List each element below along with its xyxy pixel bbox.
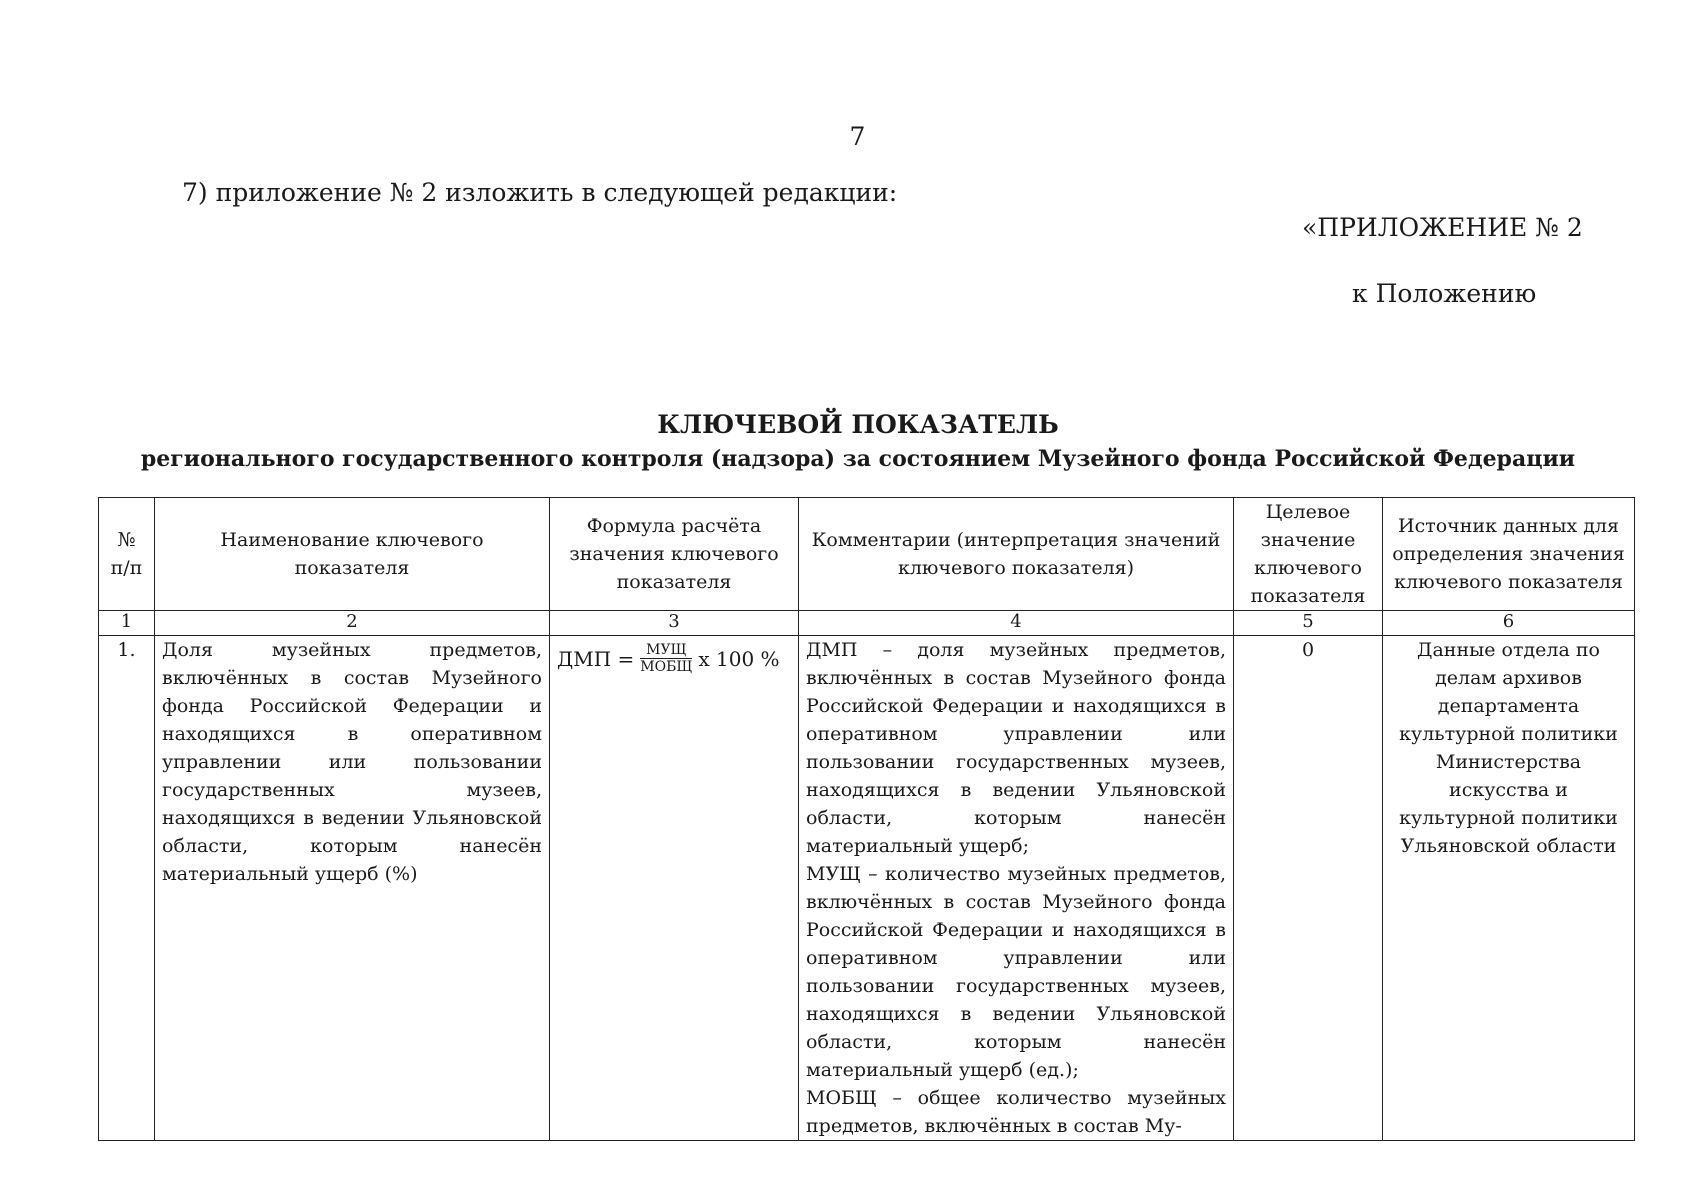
column-number-cell: 6 [1383, 611, 1635, 636]
header-cell: Комментарии (интерпретация значений ключевого показателя) [799, 498, 1234, 611]
heading-subtitle: регионального государственного контроля (надзора) за состоянием Музейного фонда Российской Федерации [140, 446, 1576, 472]
comment-cell [799, 636, 1234, 1141]
formula-lhs: ДМП = [557, 646, 635, 671]
data-source: Данные отдела по делам архивов департамента культурной политики Министерства искусства и культурной политики Ульяновской области [1383, 636, 1635, 1141]
header-cell: Источник данных для определения значения ключевого показателя [1383, 498, 1635, 611]
appendix-title: «ПРИЛОЖЕНИЕ № 2 [1302, 213, 1583, 242]
formula-rhs: x 100 % [698, 646, 780, 671]
column-number-cell: 1 [99, 611, 155, 636]
column-number-cell: 5 [1234, 611, 1383, 636]
formula-denominator: МОБЩ [640, 659, 693, 675]
formula [557, 636, 791, 675]
header-cell: № п/п [99, 498, 155, 611]
document-heading [98, 408, 1618, 476]
column-number-cell: 2 [155, 611, 550, 636]
appendix-subtitle: к Положению [1352, 279, 1537, 308]
column-number-row [99, 611, 1635, 636]
header-cell: Целевое значение ключевого показателя [1234, 498, 1383, 611]
comment-paragraph: МОБЩ – общее количество музейных предметов, включённых в состав Му- [806, 1087, 1226, 1137]
table-row [99, 636, 1635, 1141]
row-number: 1. [99, 636, 155, 1141]
formula-cell [550, 636, 799, 1141]
intro-text: 7) приложение № 2 изложить в следующей редакции: [182, 178, 898, 207]
heading-title: КЛЮЧЕВОЙ ПОКАЗАТЕЛЬ [657, 410, 1059, 439]
column-number-cell: 4 [799, 611, 1234, 636]
header-cell: Наименование ключевого показателя [155, 498, 550, 611]
key-indicator-table [98, 497, 1635, 1141]
page-number: 7 [849, 122, 866, 151]
table-header-row [99, 498, 1635, 611]
target-value: 0 [1234, 636, 1383, 1141]
comment-paragraph: МУЩ – количество музейных предметов, включённых в состав Музейного фонда Российской Федерации и находящихся в оперативном управлении или пользовании государственных музеев, находящихся в ведении Ульяновской области, которым нанесён материальный ущерб (ед.); [806, 863, 1226, 1081]
column-number-cell: 3 [550, 611, 799, 636]
indicator-name: Доля музейных предметов, включённых в состав Музейного фонда Российской Федерации и находящихся в оперативном управлении или пользовании государственных музеев, находящихся в ведении Ульяновской области, которым нанесён материальный ущерб (%) [155, 636, 550, 1141]
comment-paragraph: ДМП – доля музейных предметов, включённых в состав Музейного фонда Российской Федерации и находящихся в оперативном управлении или пользовании государственных музеев, находящихся в ведении Ульяновской области, которым нанесён материальный ущерб; [806, 639, 1226, 857]
formula-numerator: МУЩ [646, 642, 687, 658]
header-cell: Формула расчёта значения ключевого показателя [550, 498, 799, 611]
formula-fraction [640, 642, 692, 675]
